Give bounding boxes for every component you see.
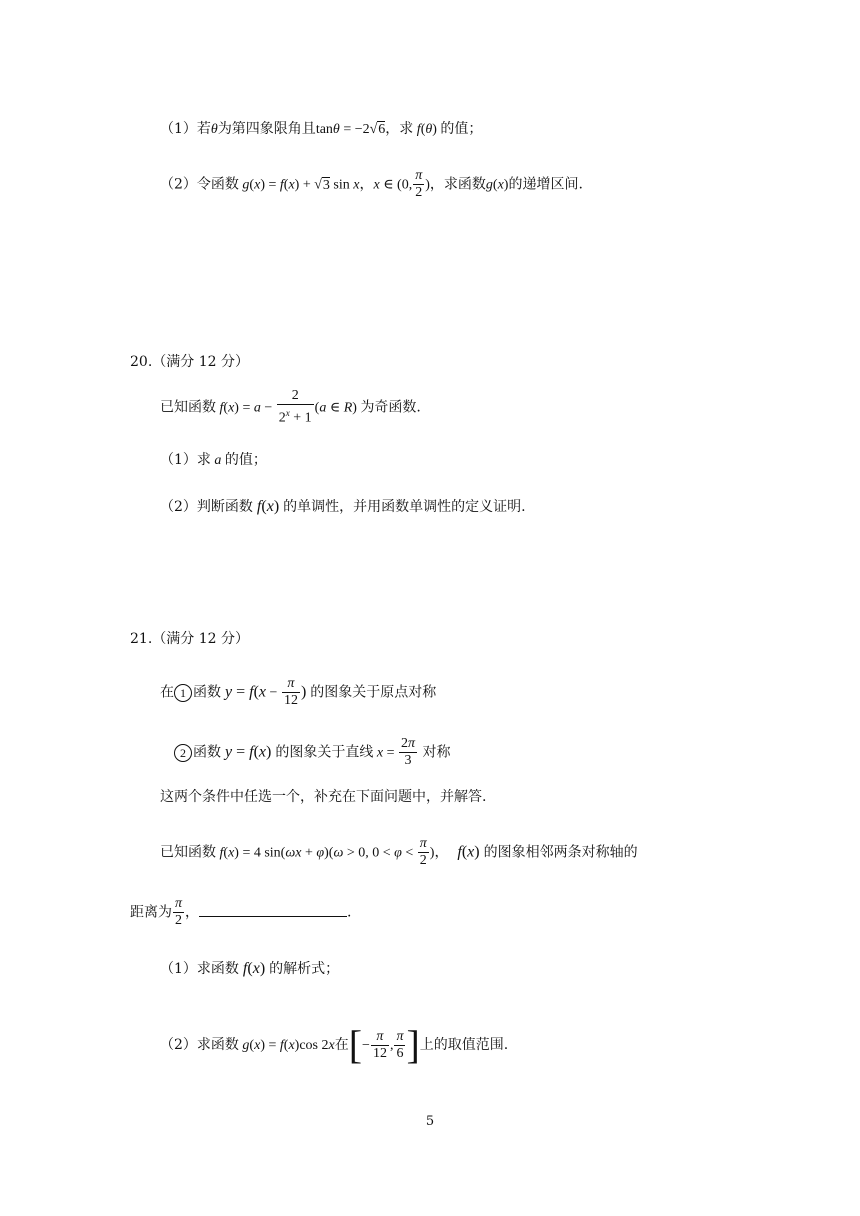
circled-number-1: 1 bbox=[174, 684, 192, 702]
q21-choose: 这两个条件中任选一个，补充在下面问题中，并解答. bbox=[160, 789, 487, 805]
answer-blank[interactable] bbox=[199, 902, 347, 917]
right-bracket: ] bbox=[406, 1022, 420, 1067]
q21-condition-1: 在 1 函数 y = f(x − $\frac{\pi}{12}$ ) 的图象关于原点对称 bbox=[160, 676, 437, 708]
q20-heading: 20.（满分 12 分） bbox=[130, 354, 249, 370]
q21-stem: 已知函数 f(x) = 4 sin(ωx + φ)(ω > 0, 0 < φ < $\frac{\pi}{2}$ )， f(x) 的图象相邻两条对称轴的 bbox=[160, 836, 638, 868]
q21-distance: 距离为 $\frac{\pi}{2}$ ， . bbox=[130, 896, 352, 928]
q21-condition-2: 2 函数 y = f(x) 的图象关于直线 x = $\frac{2\pi}{3}$ 对称 bbox=[174, 736, 450, 769]
q19-part1: （1）若θ为第四象限角且tanθ = −2√6，求 f(θ) 的值； bbox=[160, 121, 483, 137]
q21-part2: （2）求函数 g(x) = f(x)cos 2x在[− $\frac{\pi}{12}$ , $\frac{\pi}{6}$ ]上的取值范围. bbox=[160, 1022, 509, 1067]
q21-part1: （1）求函数 f(x) 的解析式； bbox=[160, 960, 340, 977]
page-number: 5 bbox=[425, 1114, 435, 1129]
left-bracket: [ bbox=[348, 1022, 363, 1067]
circled-number-2: 2 bbox=[174, 744, 192, 762]
q19-part2: （2）令函数 g(x) = f(x) + √3 sin x，x ∈ (0, $\frac{\pi}{2}$ )，求函数g(x)的递增区间. bbox=[160, 168, 583, 200]
q20-part2: （2）判断函数 f(x) 的单调性，并用函数单调性的定义证明. bbox=[160, 498, 526, 515]
q20-stem: 已知函数 f(x) = a − $\frac{2}{2^x + 1}$ (a ∈ R) 为奇函数. bbox=[160, 388, 421, 426]
q20-part1: （1）求 a 的值； bbox=[160, 452, 267, 468]
q21-heading: 21.（满分 12 分） bbox=[130, 631, 249, 647]
